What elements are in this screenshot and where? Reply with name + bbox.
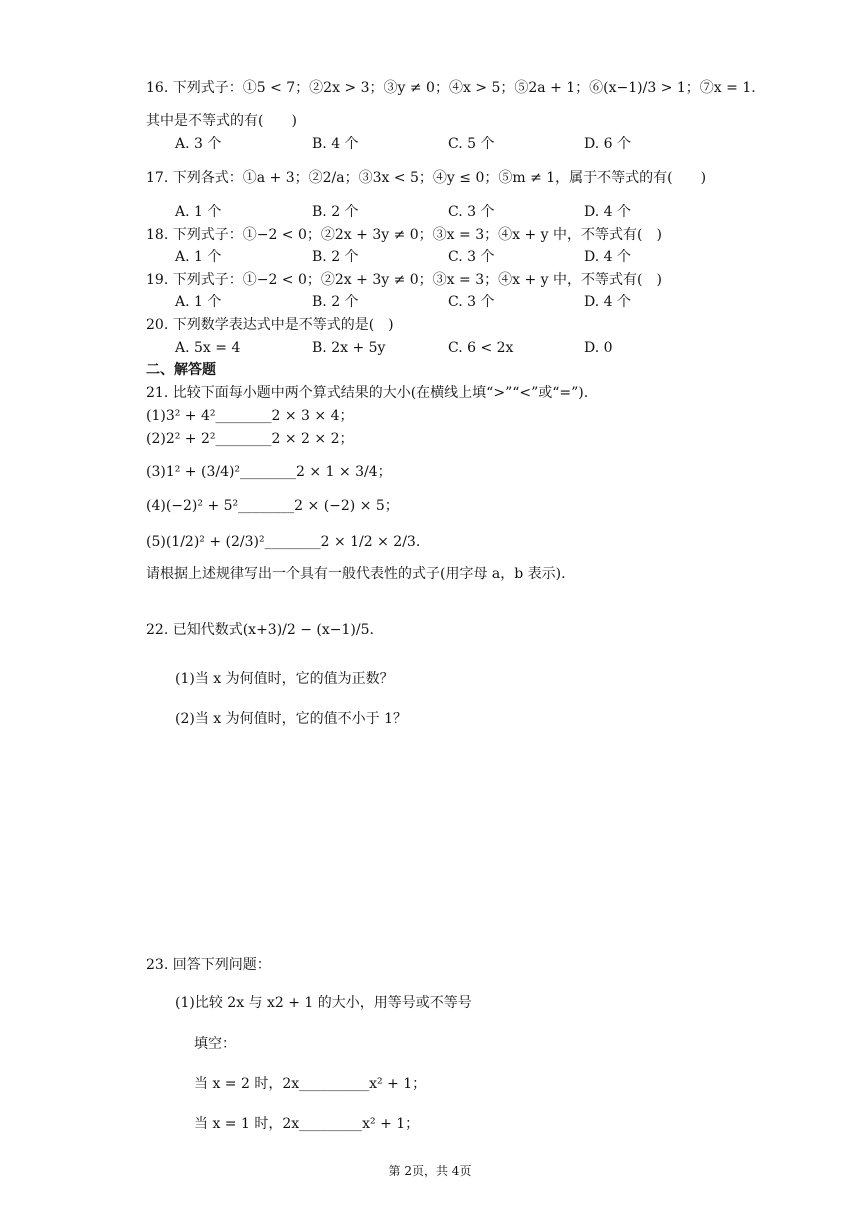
q18-stem: 18. 下列式子：①−2 < 0；②2x + 3y ≠ 0；③x = 3；④x + y 中，不等式有( ) xyxy=(146,227,662,243)
q17-stem: 17. 下列各式：①a + 3；②2/a；③3x < 5；④y ≤ 0；⑤m ≠ 1，属于不等式的有( ) xyxy=(146,170,707,186)
q17-option-b: B. 2 个 xyxy=(312,204,359,220)
q23-part-1: (1)比较 2x 与 x2 + 1 的大小，用等号或不等号 xyxy=(175,995,472,1011)
q16-stem-continued: 其中是不等式的有( ) xyxy=(146,113,297,129)
q18-option-b: B. 2 个 xyxy=(312,249,359,265)
q16-option-b: B. 4 个 xyxy=(312,136,359,152)
q19-option-c: C. 3 个 xyxy=(448,294,495,310)
q16-stem: 16. 下列式子：①5 < 7；②2x > 3；③y ≠ 0；④x > 5；⑤2a + 1；⑥(x−1)/3 > 1；⑦x = 1. xyxy=(146,80,756,96)
q20-option-a: A. 5x = 4 xyxy=(175,340,241,356)
q17-option-c: C. 3 个 xyxy=(448,204,495,220)
q23-case-2: 当 x = 1 时，2x_________x² + 1； xyxy=(194,1116,420,1132)
q21-item-4: (4)(−2)² + 5²________2 × (−2) × 5； xyxy=(146,498,399,514)
q16-option-c: C. 5 个 xyxy=(448,136,495,152)
q22-part-2: (2)当 x 为何值时，它的值不小于 1？ xyxy=(175,711,407,727)
q19-option-d: D. 4 个 xyxy=(584,294,631,310)
q21-item-2: (2)2² + 2²________2 × 2 × 2； xyxy=(146,431,354,447)
q22-part-1: (1)当 x 为何值时，它的值为正数？ xyxy=(175,671,394,687)
q17-option-d: D. 4 个 xyxy=(584,204,631,220)
q22-stem: 22. 已知代数式(x+3)/2 − (x−1)/5. xyxy=(146,622,374,638)
q18-option-c: C. 3 个 xyxy=(448,249,495,265)
q21-item-1: (1)3² + 4²________2 × 3 × 4； xyxy=(146,408,354,424)
page-footer: 第 2页，共 4页 xyxy=(388,1164,472,1178)
q19-option-a: A. 1 个 xyxy=(175,294,222,310)
q17-option-a: A. 1 个 xyxy=(175,204,222,220)
q20-option-d: D. 0 xyxy=(584,340,613,356)
section-heading: 二、解答题 xyxy=(146,362,216,378)
q20-option-c: C. 6 < 2x xyxy=(448,340,514,356)
q16-option-d: D. 6 个 xyxy=(584,136,631,152)
q20-stem: 20. 下列数学表达式中是不等式的是( ) xyxy=(146,317,394,333)
q21-tail: 请根据上述规律写出一个具有一般代表性的式子(用字母 a，b 表示). xyxy=(146,566,566,582)
q20-option-b: B. 2x + 5y xyxy=(312,340,386,356)
q21-item-5: (5)(1/2)² + (2/3)²________2 × 1/2 × 2/3. xyxy=(146,534,421,550)
q18-option-a: A. 1 个 xyxy=(175,249,222,265)
q18-option-d: D. 4 个 xyxy=(584,249,631,265)
q21-stem: 21. 比较下面每小题中两个算式结果的大小(在横线上填“>”“<”或“=”). xyxy=(146,385,589,401)
q19-option-b: B. 2 个 xyxy=(312,294,359,310)
q16-option-a: A. 3 个 xyxy=(175,136,222,152)
q23-fill-label: 填空： xyxy=(194,1036,236,1052)
q23-case-1: 当 x = 2 时，2x__________x² + 1； xyxy=(194,1076,427,1092)
q19-stem: 19. 下列式子：①−2 < 0；②2x + 3y ≠ 0；③x = 3；④x + y 中，不等式有( ) xyxy=(146,272,662,288)
q23-stem: 23. 回答下列问题： xyxy=(146,957,271,973)
q21-item-3: (3)1² + (3/4)²________2 × 1 × 3/4； xyxy=(146,464,392,480)
